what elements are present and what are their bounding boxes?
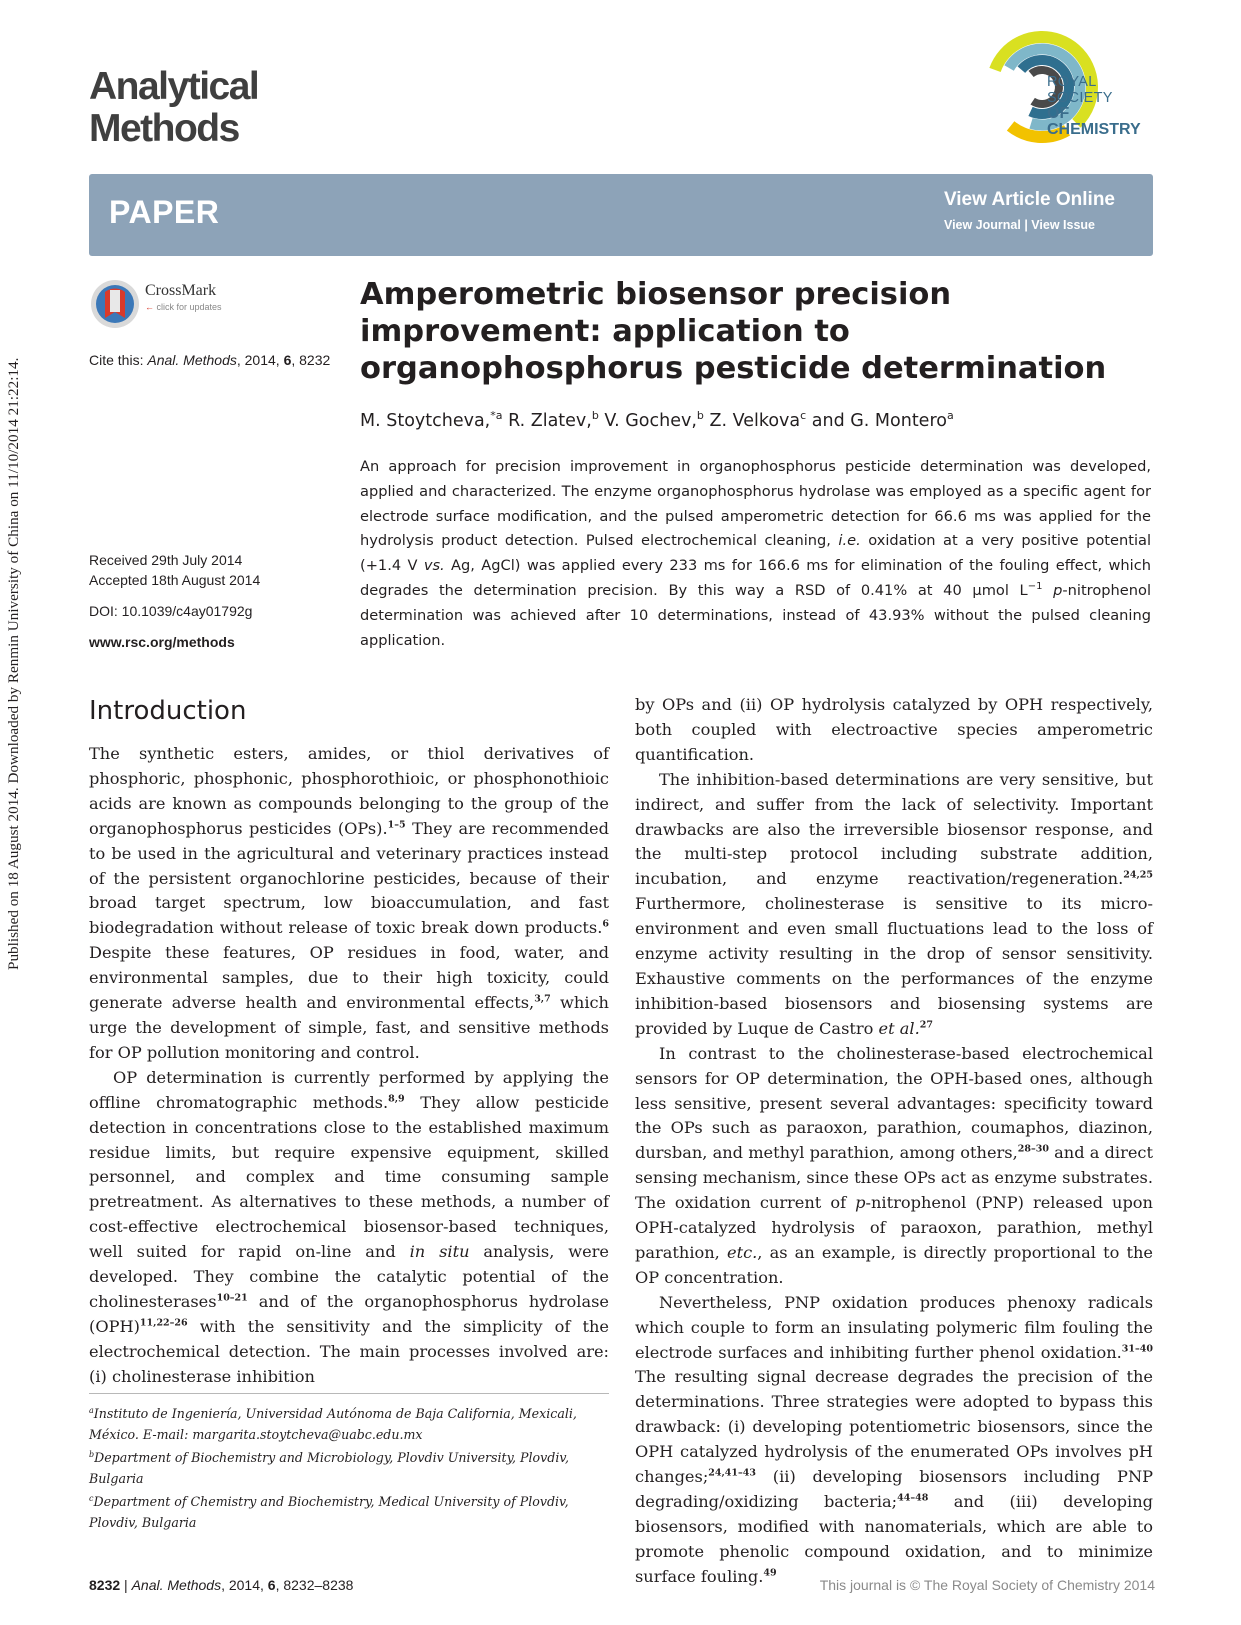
link-separator: | xyxy=(1020,218,1032,232)
article-title: Amperometric biosensor precision improvement: application to organophosphorus pesticide determination xyxy=(360,277,1107,386)
crossmark-badge[interactable] xyxy=(89,278,239,330)
affiliations xyxy=(89,1403,611,1535)
view-issue-link[interactable]: View Issue xyxy=(1031,218,1095,232)
paragraph: OP determination is currently performed by applying the offline chromatographic methods.$^{8,9}$ They allow pesticide detection in concentrations close to the established maximum residue limits, but require expensive equipment, skilled personnel, and complex and time consuming sample pretreatment. As alternatives to these methods, a number of cost-effective electrochemical biosensor-based techniques, well suited for rapid on-line and in situ analysis, were developed. They combine the catalytic potential of the cholinesterases$^{10-21}$ and of the organophosphorus hydrolase (OPH)$^{11,22-26}$ with the sensitivity and the simplicity of the electrochemical detection. The main processes involved are: (i) cholinesterase inhibition xyxy=(89,1067,610,1386)
rsc-logo-line1: ROYAL SOCIETY xyxy=(1047,74,1113,106)
author-name: and G. Montero xyxy=(806,411,947,431)
page-number: 8232 xyxy=(89,1577,121,1593)
journal-logo-line2: Methods xyxy=(89,107,239,150)
journal-logo-line1: Analytical xyxy=(89,65,259,108)
paragraph: In contrast to the cholinesterase-based electrochemical sensors for OP determination, the OPH-based ones, although less sensitive, present several advantages: specificity toward the OPs such as paraoxon, parathion, coumaphos, diazinon, dursban, and methyl parathion, among others,$^{28-30}$ and a direct sensing mechanism, since these OPs act as enzyme substrates. The oxidation current of p-nitrophenol (PNP) released upon OPH-catalyzed hydrolysis of paraoxon, parathion, methyl parathion, etc., as an example, is directly proportional to the OP concentration. xyxy=(635,1043,1153,1287)
section-heading-introduction: Introduction xyxy=(89,696,247,726)
author-name: R. Zlatev, xyxy=(502,411,592,431)
paragraph: The synthetic esters, amides, or thiol derivatives of phosphoric, phosphonic, phosphorothioic, or phosphonothioic acids are known as compounds belonging to the group of the organophosphorus pesticides (OPs).$^{1-5}$ They are recommended to be used in the agricultural and veterinary practices instead of the persistent organochlorine pesticides, because of their broad target spectrum, low bioaccumulation, and fast biodegradation without release of toxic break down products.$^6$ Despite these features, OP residues in food, water, and environmental samples, due to their high toxicity, could generate adverse health and environmental effects,$^{3,7}$ which urge the development of simple, fast, and sensitive methods for OP pollution monitoring and control. xyxy=(89,744,609,1062)
paragraph: Nevertheless, PNP oxidation produces phenoxy radicals which couple to form an insulating polymeric film fouling the electrode surfaces and inhibiting further phenol oxidation.$^{31-40}$ The resulting signal decrease degrades the precision of the determinations. Three strategies were adopted to bypass this drawback: (i) developing potentiometric biosensors, since the OPH catalyzed hydrolysis of the enumerated OPs involves pH changes;$^{24,41-43}$ (ii) developing biosensors including PNP degrading/oxidizing bacteria;$^{44-48}$ and (iii) developing biosensors, modified with nanomaterials, which are able to promote phenolic compound oxidation, and to minimize surface fouling.$^{49}$ xyxy=(635,1292,1153,1586)
download-side-note: Published on 18 August 2014. Downloaded by Renmin University of China on 11/10/2014 21:22:14. xyxy=(5,357,22,970)
author-name: V. Gochev, xyxy=(598,411,697,431)
copyright-notice: This journal is © The Royal Society of Chemistry 2014 xyxy=(819,1577,1155,1593)
rsc-logo-line2: OF CHEMISTRY xyxy=(1047,105,1141,138)
journal-website-link[interactable]: www.rsc.org/methods xyxy=(89,634,235,650)
view-article-online-link[interactable]: View Article Online xyxy=(943,189,1115,210)
rsc-logo[interactable] xyxy=(985,30,1160,145)
arrow-left-icon: ← xyxy=(145,302,154,312)
affiliation: $^a$Instituto de Ingeniería, Universidad Autónoma de Baja California, Mexicali, México. E-mail: margarita.stoytcheva@uabc.edu.mx xyxy=(89,1405,577,1442)
crossmark-icon xyxy=(89,278,141,330)
paragraph: The inhibition-based determinations are very sensitive, but indirect, and suffer from the lack of selectivity. Important drawbacks are also the irreversible biosensor response, and the multi-step protocol including substrate addition, incubation, and enzyme reactivation/regeneration.$^{24,25}$ Furthermore, cholinesterase is sensitive to its micro-environment and even small fluctuations lead to the loss of enzyme activity resulting in the drop of sensor sensitivity. Exhaustive comments on the performances of the enzyme inhibition-based biosensors and biosensing systems are provided by Luque de Castro et al.$^{27}$ xyxy=(635,769,1153,1038)
author-name: Z. Velkova xyxy=(703,411,801,431)
page-footer-citation: 8232 | Anal. Methods, 2014, 6, 8232–8238 xyxy=(89,1577,354,1593)
article-type-label: PAPER xyxy=(109,194,220,230)
body-column-left xyxy=(89,742,609,1390)
article-type-banner xyxy=(89,174,1153,256)
body-column-right xyxy=(635,693,1153,1590)
accepted-date: Accepted 18th August 2014 xyxy=(89,572,261,588)
received-date: Received 29th July 2014 xyxy=(89,552,243,568)
author-list: M. Stoytcheva,$^{*a}$ R. Zlatev,$^b$ V. Gochev,$^b$ Z. Velkova$^c$ and G. Montero$^a$ xyxy=(360,409,954,431)
affiliation: $^b$Department of Biochemistry and Microbiology, Plovdiv University, Plovdiv, Bulgaria xyxy=(89,1449,569,1486)
abstract: An approach for precision improvement in organophosphorus pesticide determination was developed, applied and characterized. The enzyme organophosphorus hydrolase was employed as a specific agent for electrode surface modification, and the pulsed amperometric detection for 66.6 ms was applied for the hydrolysis product detection. Pulsed electrochemical cleaning, i.e. oxidation at a very positive potential (+1.4 V vs. Ag, AgCl) was applied every 233 ms for 166.6 ms for elimination of the fouling effect, which degrades the determination precision. By this way a RSD of 0.41% at 40 μmol $L^{-1}$ p-nitrophenol determination was achieved after 10 determinations, instead of 43.93% without the pulsed cleaning application. xyxy=(360,458,1152,649)
affiliation: $^c$Department of Chemistry and Biochemistry, Medical University of Plovdiv, Plovdiv, Bulgaria xyxy=(89,1493,569,1530)
author-name: M. Stoytcheva, xyxy=(360,411,491,431)
citation: Cite this: Anal. Methods, 2014, 6, 8232 xyxy=(89,352,331,368)
journal-logo[interactable] xyxy=(89,66,258,150)
doi[interactable]: DOI: 10.1039/c4ay01792g xyxy=(89,603,253,619)
crossmark-title: CrossMark xyxy=(145,282,217,299)
crossmark-subtitle: click for updates xyxy=(156,302,222,312)
footnote-divider xyxy=(89,1393,609,1394)
view-journal-link[interactable]: View Journal xyxy=(943,218,1021,232)
paragraph: by OPs and (ii) OP hydrolysis catalyzed by OPH respectively, both coupled with electroactive species amperometric quantification. xyxy=(635,695,1153,764)
